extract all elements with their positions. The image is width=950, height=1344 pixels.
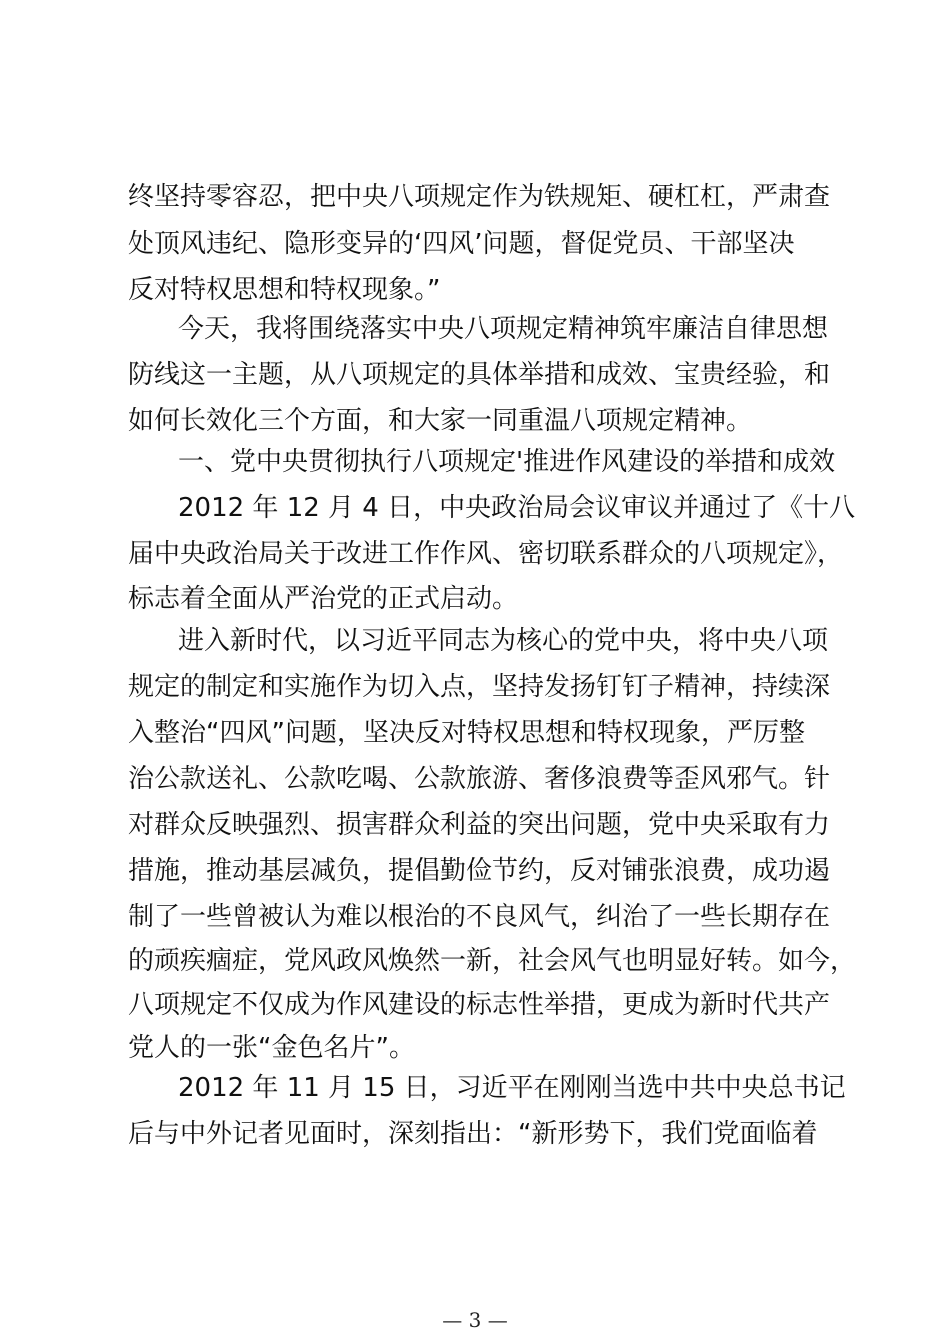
text-line: 规定的制定和实施作为切入点，坚持发扬钉钉子精神，持续深 bbox=[128, 672, 831, 702]
text-line: 届中央政治局关于改进工作作风、密切联系群众的八项规定》， bbox=[128, 539, 844, 569]
text-line: 防线这一主题，从八项规定的具体举措和成效、宝贵经验，和 bbox=[128, 360, 831, 390]
text-line: 入整治“四风”问题，坚决反对特权思想和特权现象，严厉整 bbox=[128, 718, 805, 748]
text-line: 的顽疾痼症，党风政风焕然一新，社会风气也明显好转。如今， bbox=[128, 946, 857, 976]
text-line: 进入新时代，以习近平同志为核心的党中央，将中央八项 bbox=[178, 626, 829, 656]
page-number: — 3 — bbox=[442, 1308, 508, 1332]
text-line: 对群众反映强烈、损害群众利益的突出问题，党中央采取有力 bbox=[128, 810, 831, 840]
text-line: 如何长效化三个方面，和大家一同重温八项规定精神。 bbox=[128, 406, 753, 436]
section-heading: 一、党中央贯彻执行八项规定'推进作风建设的举措和成效 bbox=[178, 447, 836, 477]
text-line: 制了一些曾被认为难以根治的不良风气，纠治了一些长期存在 bbox=[128, 902, 831, 932]
text-line: 措施，推动基层减负，提倡勤俭节约，反对铺张浪费，成功遏 bbox=[128, 856, 831, 886]
text-line: 2012 年 12 月 4 日，中央政治局会议审议并通过了《十八 bbox=[178, 493, 856, 523]
text-line: 标志着全面从严治党的正式启动。 bbox=[128, 584, 519, 614]
text-line: 后与中外记者见面时，深刻指出：“新形势下，我们党面临着 bbox=[128, 1119, 818, 1149]
text-line: 今天，我将围绕落实中央八项规定精神筑牢廉洁自律思想 bbox=[178, 314, 829, 344]
text-line: 八项规定不仅成为作风建设的标志性举措，更成为新时代共产 bbox=[128, 990, 831, 1020]
text-line: 反对特权思想和特权现象。” bbox=[128, 275, 441, 305]
text-line: 2012 年 11 月 15 日，习近平在刚刚当选中共中央总书记 bbox=[178, 1073, 846, 1103]
text-line: 终坚持零容忍，把中央八项规定作为铁规矩、硬杠杠，严肃查 bbox=[128, 182, 831, 212]
text-line: 处顶风违纪、隐形变异的‘四风’问题，督促党员、干部坚决 bbox=[128, 229, 795, 259]
text-line: 党人的一张“金色名片”。 bbox=[128, 1033, 415, 1063]
text-line: 治公款送礼、公款吃喝、公款旅游、奢侈浪费等歪风邪气。针 bbox=[128, 764, 831, 794]
